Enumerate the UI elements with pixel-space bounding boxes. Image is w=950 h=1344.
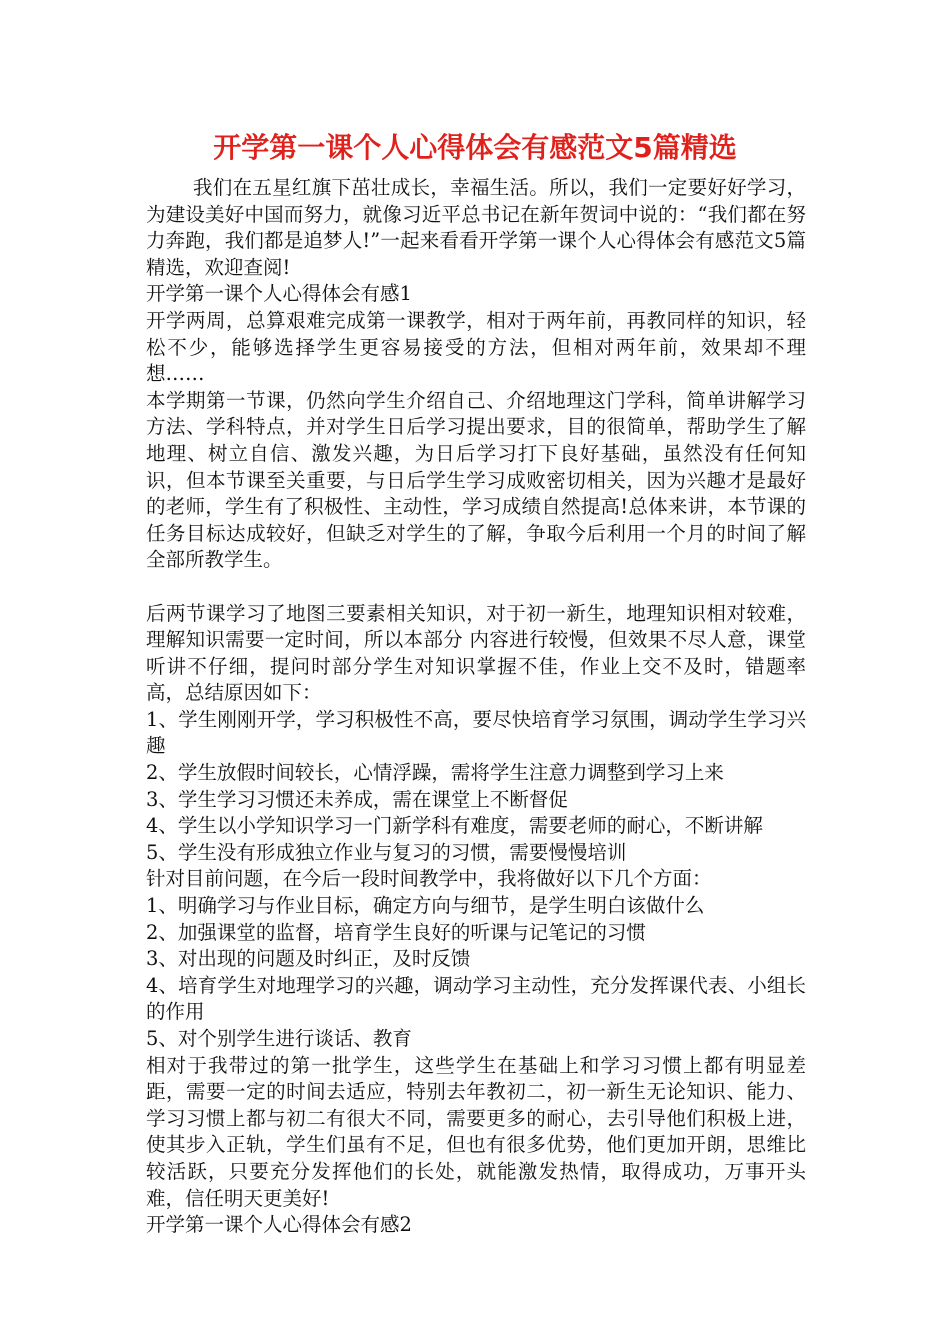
list-item: 4、学生以小学知识学习一门新学科有难度，需要老师的耐心，不断讲解 — [146, 814, 763, 838]
list-item: 2、加强课堂的监督，培育学生良好的听课与记笔记的习惯 — [146, 920, 646, 944]
list-item: 2、学生放假时间较长，心情浮躁，需将学生注意力调整到学习上来 — [146, 761, 724, 785]
list-item: 3、学生学习习惯还未养成，需在课堂上不断督促 — [146, 787, 568, 811]
body-paragraph: 针对目前问题，在今后一段时间教学中，我将做好以下几个方面： — [146, 867, 712, 891]
list-item: 5、对个别学生进行谈话、教育 — [146, 1027, 412, 1050]
body-paragraph: 相对于我带过的第一批学生，这些学生在基础上和学习习惯上都有明显差距，需要一定的时间去适应，特别去年教初二，初一新生无论知识、能力、学习习惯上都与初二有很大不同，需要更多的耐心，去引导他们积极上进，使其步入正轨，学生们虽有不足，但也有很多优势，他们更加开朗，思维比较活跃，只要充分发挥他们的长处，就能激发热情，取得成功，万事开头难，信任明天更美好! — [146, 1053, 806, 1210]
list-item: 5、学生没有形成独立作业与复习的习惯，需要慢慢培训 — [146, 840, 627, 864]
list-item: 1、学生刚刚开学，学习积极性不高，要尽快培育学习氛围，调动学生学习兴趣 — [146, 707, 806, 758]
intro-paragraph: 我们在五星红旗下茁壮成长，幸福生活。所以，我们一定要好好学习，为建设美好中国而努力，就像习近平总书记在新年贺词中说的：“我们都在努力奔跑，我们都是追梦人!”一起来看看开学第一课个人心得体会有感范文5篇精选，欢迎查阅! — [146, 176, 806, 279]
body-paragraph: 本学期第一节课，仍然向学生介绍自己、介绍地理这门学科，简单讲解学习方法、学科特点，并对学生日后学习提出要求，目的很简单，帮助学生了解地理、树立自信、激发兴趣，为日后学习打下良好基础，虽然没有任何知识，但本节课至关重要，与日后学生学习成败密切相关，因为兴趣才是最好的老师，学生有了积极性、主动性，学习成绩自然提高!总体来讲，本节课的任务目标达成较好，但缺乏对学生的了解，争取今后利用一个月的时间了解全部所教学生。 — [146, 388, 806, 572]
body-paragraph: 后两节课学习了地图三要素相关知识，对于初一新生，地理知识相对较难，理解知识需要一定时间，所以本部分 内容进行较慢，但效果不尽人意，课堂听讲不仔细，提问时部分学生对知识掌握不佳，作业上交不及时，错题率高，总结原因如下： — [146, 601, 806, 705]
document-title: 开学第一课个人心得体会有感范文5篇精选 — [213, 131, 737, 164]
list-item: 3、对出现的问题及时纠正，及时反馈 — [146, 947, 471, 971]
document-body — [146, 175, 806, 1239]
body-paragraph: 开学两周，总算艰难完成第一课教学，相对于两年前，再教同样的知识，轻松不少，能够选择学生更容易接受的方法，但相对两年前，效果却不理想…… — [146, 308, 806, 386]
list-item: 4、培育学生对地理学习的兴趣，调动学习主动性，充分发挥课代表、小组长的作用 — [146, 973, 806, 1024]
list-item: 1、明确学习与作业目标，确定方向与细节，是学生明白该做什么 — [146, 894, 705, 918]
section-heading: 开学第一课个人心得体会有感1 — [146, 282, 412, 306]
section-heading: 开学第一课个人心得体会有感2 — [146, 1213, 412, 1237]
